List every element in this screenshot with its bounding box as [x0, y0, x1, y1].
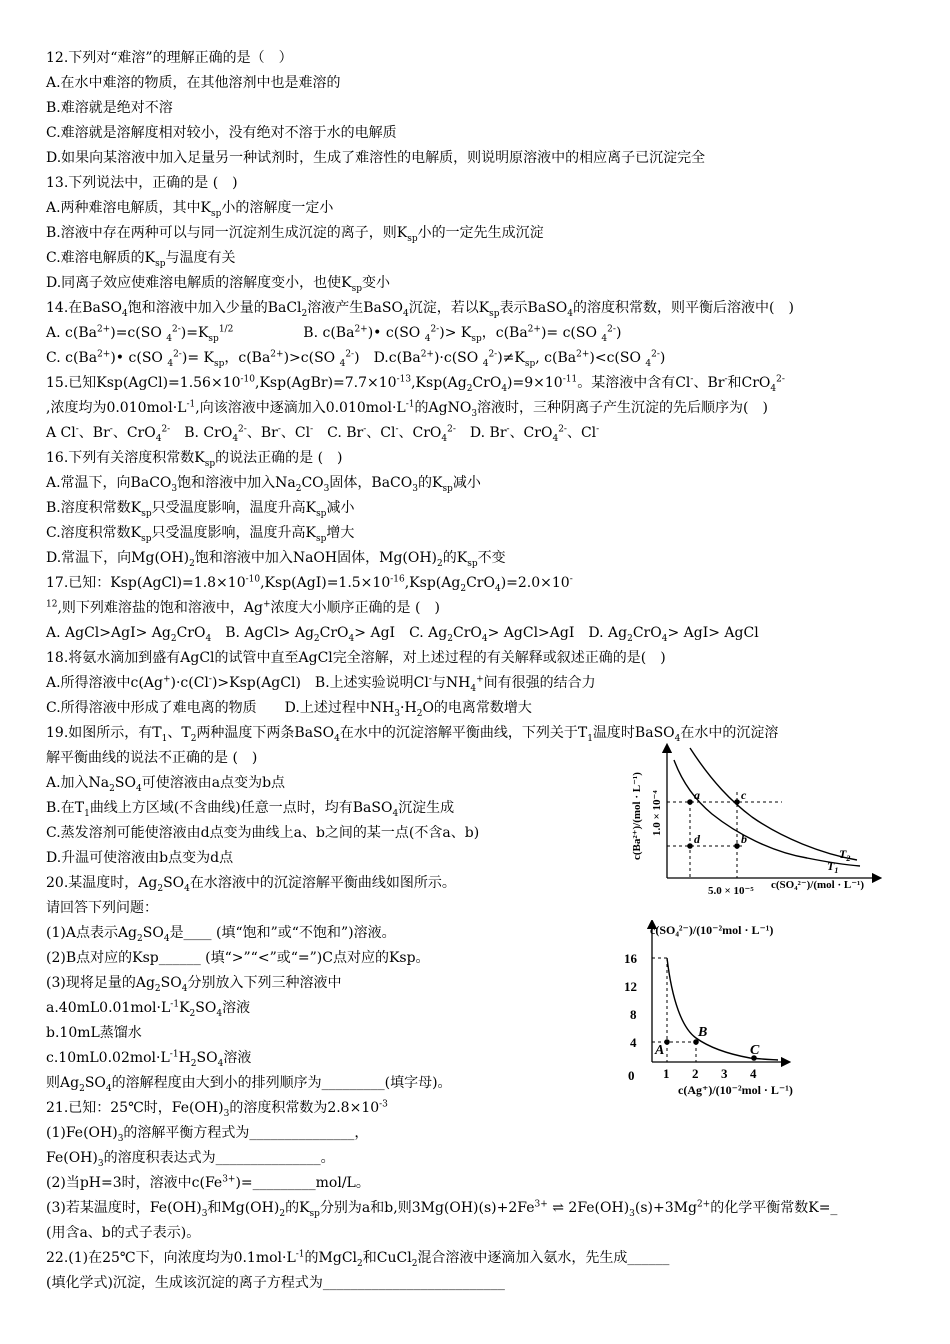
text-line: 请回答下列问题：: [46, 900, 158, 916]
text-line: C.难溶就是溶解度相对较小，没有绝对不溶于水的电解质: [46, 125, 397, 141]
label-t1: $T_1$: [827, 859, 839, 875]
label-B: B: [698, 1025, 708, 1040]
text-line: $^{12}$,则下列难溶盐的饱和溶液中，Ag+浓度大小顺序正确的是 ( ): [46, 599, 440, 616]
text-line: (1)A点表示$Ag_2SO_4$是____ (填“饱和”或“不饱和”)溶液。: [46, 925, 396, 944]
text-line: 19.如图所示，有$T_1$、$T_2$两种温度下两条BaSO$_4$在水中的沉淀溶解平衡曲线，下列关于$T_1$温度时BaSO$_4$在水中的沉淀溶: [46, 725, 779, 744]
text-line: D.常温下，向$Mg(OH)_2$饱和溶液中加入NaOH固体，$Mg(OH)_2$的$K_{sp}$不变: [46, 550, 506, 569]
text-line: (用含a、b的式子表示)。: [46, 1225, 201, 1241]
text-line: $c.10mL0.02mol\cdot L^{-1}H_2SO_4$溶液: [46, 1049, 252, 1069]
y-tick-12: 12: [624, 979, 637, 994]
text-line: $(1)Fe(OH)_3$的溶解平衡方程式为_______________，: [46, 1125, 369, 1144]
y-tick-4: 4: [630, 1035, 637, 1050]
point-b: [734, 843, 740, 849]
text-line: (3)现将足量的$Ag_2SO_4$分别放入下列三种溶液中: [46, 975, 342, 994]
text-line: A.加入$Na_2SO_4$可使溶液由a点变为b点: [46, 775, 286, 794]
text-line: 18.将氨水滴加到盛有AgCl的试管中直至AgCl完全溶解，对上述过程的有关解释或叙述正确的是( ): [46, 650, 666, 666]
x-tick-4: 4: [750, 1066, 757, 1081]
text-line: 12.下列对“难溶”的理解正确的是（ ）: [46, 50, 293, 66]
text-line: A Cl-、Br-、CrO$_4^{2-}$ B. CrO$_4^{2-}$、Br-、Cl- C. Br-、Cl-、CrO$_4^{2-}$ D. Br-、CrO$_4^{2-}$、Cl-: [46, 424, 600, 444]
point-c: [734, 799, 740, 805]
text-line: C. $c(Ba^{2+})•$ c(SO $_4^{2-})= K_{sp}$，$c(Ba^{2+})>c(SO$ $_4^{2-}$) $D.c(Ba^{2+})\cdot c(SO$ $_4^{2-})\ne K_{sp}$, $c(Ba^{2+})<c(SO$ $_4^{2-}$): [46, 349, 666, 369]
point-a: [687, 799, 693, 805]
text-line: A.在水中难溶的物质，在其他溶剂中也是难溶的: [46, 75, 341, 91]
y-tick-8: 8: [630, 1007, 637, 1022]
text-line: B.溶度积常数$K_{sp}$只受温度影响，温度升高$K_{sp}$减小: [46, 500, 355, 519]
text-line: D.同离子效应使难溶电解质的溶解度变小，也使$K_{sp}$变小: [46, 275, 391, 294]
y-tick-label: 1.0 × 10⁻⁴: [651, 790, 663, 836]
label-t2: $T_2$: [839, 847, 851, 863]
x-axis-label: c(SO₄²⁻)/(mol · L⁻¹): [771, 879, 864, 891]
solubility-curve: [667, 958, 778, 1060]
text-line: 14.在BaSO$_4$饱和溶液中加入少量的BaCl$_2$溶液产生BaSO$_4$沉淀，若以$K_{sp}$表示BaSO$_4$的溶度积常数，则平衡后溶液中( ): [46, 300, 794, 319]
text-line: 16.下列有关溶度积常数$K_{sp}$的说法正确的是 ( ): [46, 450, 343, 469]
curve-t1: [674, 760, 860, 866]
label-C: C: [750, 1043, 760, 1058]
label-A: A: [655, 1043, 665, 1058]
label-c: c: [741, 788, 747, 802]
figure-q20-ag2so4-curve: [610, 920, 850, 1102]
x-axis-label: c(Ag⁺)/(10⁻²mol · L⁻¹): [678, 1083, 793, 1097]
text-line: D.如果向某溶液中加入足量另一种试剂时，生成了难溶性的电解质，则说明原溶液中的相应离子已沉淀完全: [46, 150, 706, 166]
y-axis-label: c(Ba²⁺)/(mol · L⁻¹): [631, 772, 643, 860]
text-line: (3)若某温度时，$Fe(OH)_3$和$Mg(OH)_2$的$K_{sp}$分别为a和b,则$3Mg(OH)(s)+2Fe^{3+}$ ⇌ $2Fe(OH)_3(s)+3Mg^{2+}$的化学平衡常数K=_: [46, 1199, 838, 1219]
text-line: C.蒸发溶剂可能使溶液由d点变为曲线上a、b之间的某一点(不含a、b): [46, 825, 480, 841]
text-line: 则$Ag_2SO_4$的溶解程度由大到小的排列顺序为_________(填字母)。: [46, 1075, 452, 1094]
text-line: ,浓度均为$0.010mol\cdot L^{-1}$,向该溶液中逐滴加入$0.010mol\cdot L^{-1}$的AgNO$_3$溶液时，三种阴离子产生沉淀的先后顺序为( ): [46, 399, 768, 419]
text-line: A.所得溶液中c(Ag+)·c(Cl-)>Ksp(AgCl) B.上述实验说明Cl-与$NH_4^+$间有很强的结合力: [46, 674, 596, 694]
text-line: 17.已知：$Ksp(AgCl)=1.8\times 10^{-10},Ksp(AgI)=1.5\times 10^{-16},Ksp(Ag_2CrO_4)=2.0\times 10^-$: [46, 574, 573, 594]
text-line: (2)当pH=3时，溶液中$c(Fe^{3+})=\_\_\_\_\_\_\_\_\_mol/L$。: [46, 1174, 370, 1191]
x-tick-label: 5.0 × 10⁻⁵: [708, 885, 754, 897]
text-line: A. $c(Ba^{2+})=c(SO$ $_4^{2-})=K_{sp}^{1/2}$ B. $c(Ba^{2+})•$ c(SO $_4^{2-})> K_{sp}$，$c(Ba^{2+})= c(SO$ $_4^{2-}$): [46, 324, 622, 344]
text-line: 21.已知：25℃时，$Fe(OH)_3$的溶度积常数为$2.8\times 10^{-3}$: [46, 1099, 388, 1119]
origin-label: 0: [628, 1068, 635, 1083]
point-d: [687, 843, 693, 849]
x-tick-1: 1: [663, 1066, 670, 1081]
x-tick-2: 2: [692, 1066, 699, 1081]
text-line: B.溶液中存在两种可以与同一沉淀剂生成沉淀的离子，则$K_{sp}$小的一定先生成沉淀: [46, 225, 544, 244]
text-line: D.升温可使溶液由b点变为d点: [46, 850, 234, 866]
text-line: B.难溶就是绝对不溶: [46, 100, 173, 116]
text-line: C.所得溶液中形成了难电离的物质 D.上述过程中$NH_3\cdot H_2O$的电离常数增大: [46, 700, 532, 719]
point-B: [693, 1039, 699, 1045]
text-line: A.常温下，向BaCO$_3$饱和溶液中加入$Na_2CO_3$固体，BaCO$_3$的$K_{sp}$减小: [46, 475, 481, 494]
text-line: b.10mL蒸馏水: [46, 1025, 142, 1041]
text-line: 13.下列说法中，正确的是 ( ): [46, 175, 238, 191]
text-line: 20.某温度时，$Ag_2SO_4$在水溶液中的沉淀溶解平衡曲线如图所示。: [46, 875, 456, 894]
text-line: $a.40mL0.01mol\cdot L^{-1}K_2SO_4$溶液: [46, 999, 251, 1019]
curve-t2: [690, 748, 857, 860]
text-line: A. AgCl>AgI> $Ag_2CrO_4$ B. AgCl> $Ag_2CrO_4>$ AgI C. $Ag_2CrO_4>$ AgCl>AgI D. $Ag_2CrO_4> AgI>$ AgCl: [46, 625, 759, 644]
figure-q19-baso4-curves: [622, 742, 884, 898]
text-line: C.溶度积常数$K_{sp}$只受温度影响，温度升高$K_{sp}$增大: [46, 525, 355, 544]
text-line: (填化学式)沉淀，生成该沉淀的离子方程式为__________________________: [46, 1275, 505, 1291]
y-axis-label: c(SO₄²⁻)/(10⁻²mol · L⁻¹): [650, 923, 774, 937]
text-line: $Fe(OH)_3$的溶度积表达式为_______________。: [46, 1150, 335, 1169]
text-line: (2)B点对应的Ksp______ (填“>”“<”或“=”)C点对应的Ksp。: [46, 950, 430, 966]
label-d: d: [694, 832, 700, 846]
x-tick-3: 3: [721, 1066, 728, 1081]
text-line: 15.已知$Ksp(AgCl)=1.56\times 10^{-10},Ksp(AgBr)=7.7\times 10^{-13},Ksp(Ag_2CrO_4)=9\times 10^{-11}$。某溶液中含有Cl-、Br-和CrO$_4^{2-}$: [46, 374, 785, 394]
point-A: [664, 1039, 670, 1045]
text-line: A.两种难溶电解质，其中$K_{sp}$小的溶解度一定小: [46, 200, 334, 219]
text-line: 解平衡曲线的说法不正确的是 ( ): [46, 750, 258, 766]
label-a: a: [694, 788, 700, 802]
text-line: B.在$T_1$曲线上方区域(不含曲线)任意一点时，均有BaSO$_4$沉淀生成: [46, 800, 455, 819]
text-line: 22.(1)在25℃下，向浓度均为$0.1mol\cdot L^{-1}$的MgCl$_2$和CuCl$_2$混合溶液中逐滴加入氨水，先生成______: [46, 1249, 670, 1269]
text-line: C.难溶电解质的$K_{sp}$与温度有关: [46, 250, 236, 269]
y-tick-16: 16: [624, 951, 637, 966]
label-b: b: [741, 832, 747, 846]
